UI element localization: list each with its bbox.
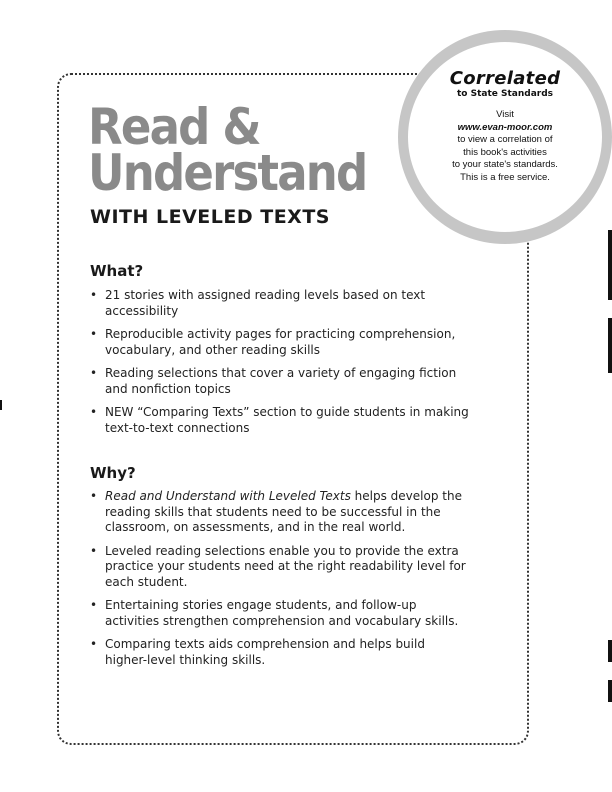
what-list <box>90 288 470 444</box>
badge-subtitle: to State Standards <box>456 89 554 99</box>
book-title-italic: Read and Understand with Leveled Texts <box>105 489 351 503</box>
list-item: • 21 stories with assigned reading levels based on text accessibility <box>90 288 426 318</box>
edge-mark <box>0 400 2 410</box>
why-list <box>90 489 470 676</box>
website-link[interactable]: www.evan-moor.com <box>457 121 553 133</box>
list-item: • Entertaining stories engage students, and follow-up activities strengthen comprehension and vocabulary skills. <box>90 598 459 628</box>
edge-mark <box>608 318 612 373</box>
what-heading: What? <box>90 262 144 280</box>
page-subtitle: WITH LEVELED TEXTS <box>90 206 330 228</box>
list-item: • Reading selections that cover a variety of engaging fiction and nonfiction topics <box>90 366 457 396</box>
title-line-1: Read & <box>88 98 260 156</box>
title-line-2: Understand <box>88 144 367 202</box>
why-heading: Why? <box>90 464 136 482</box>
badge-body: Visit www.evan-moor.com to view a correlation of this book's activities to your state's standards. This is a free service. <box>452 109 558 183</box>
list-item: • Reproducible activity pages for practicing comprehension, vocabulary, and other reading skills <box>90 327 456 357</box>
page-title <box>88 98 367 202</box>
edge-mark <box>608 230 612 300</box>
list-item: • Leveled reading selections enable you to provide the extra practice your students need at the right readability level for each student. <box>90 543 466 589</box>
list-item: • Read and Understand with Leveled Texts helps develop the reading skills that students need to be successful in the classroom, on assessments, and in the real world. <box>90 489 462 534</box>
list-item: • NEW “Comparing Texts” section to guide students in making text-to-text connections <box>90 405 469 435</box>
list-item: • Comparing texts aids comprehension and helps build higher-level thinking skills. <box>90 637 425 667</box>
edge-mark <box>608 640 612 662</box>
edge-mark <box>608 680 612 702</box>
correlation-badge <box>408 42 602 232</box>
badge-title: Correlated <box>449 68 561 89</box>
